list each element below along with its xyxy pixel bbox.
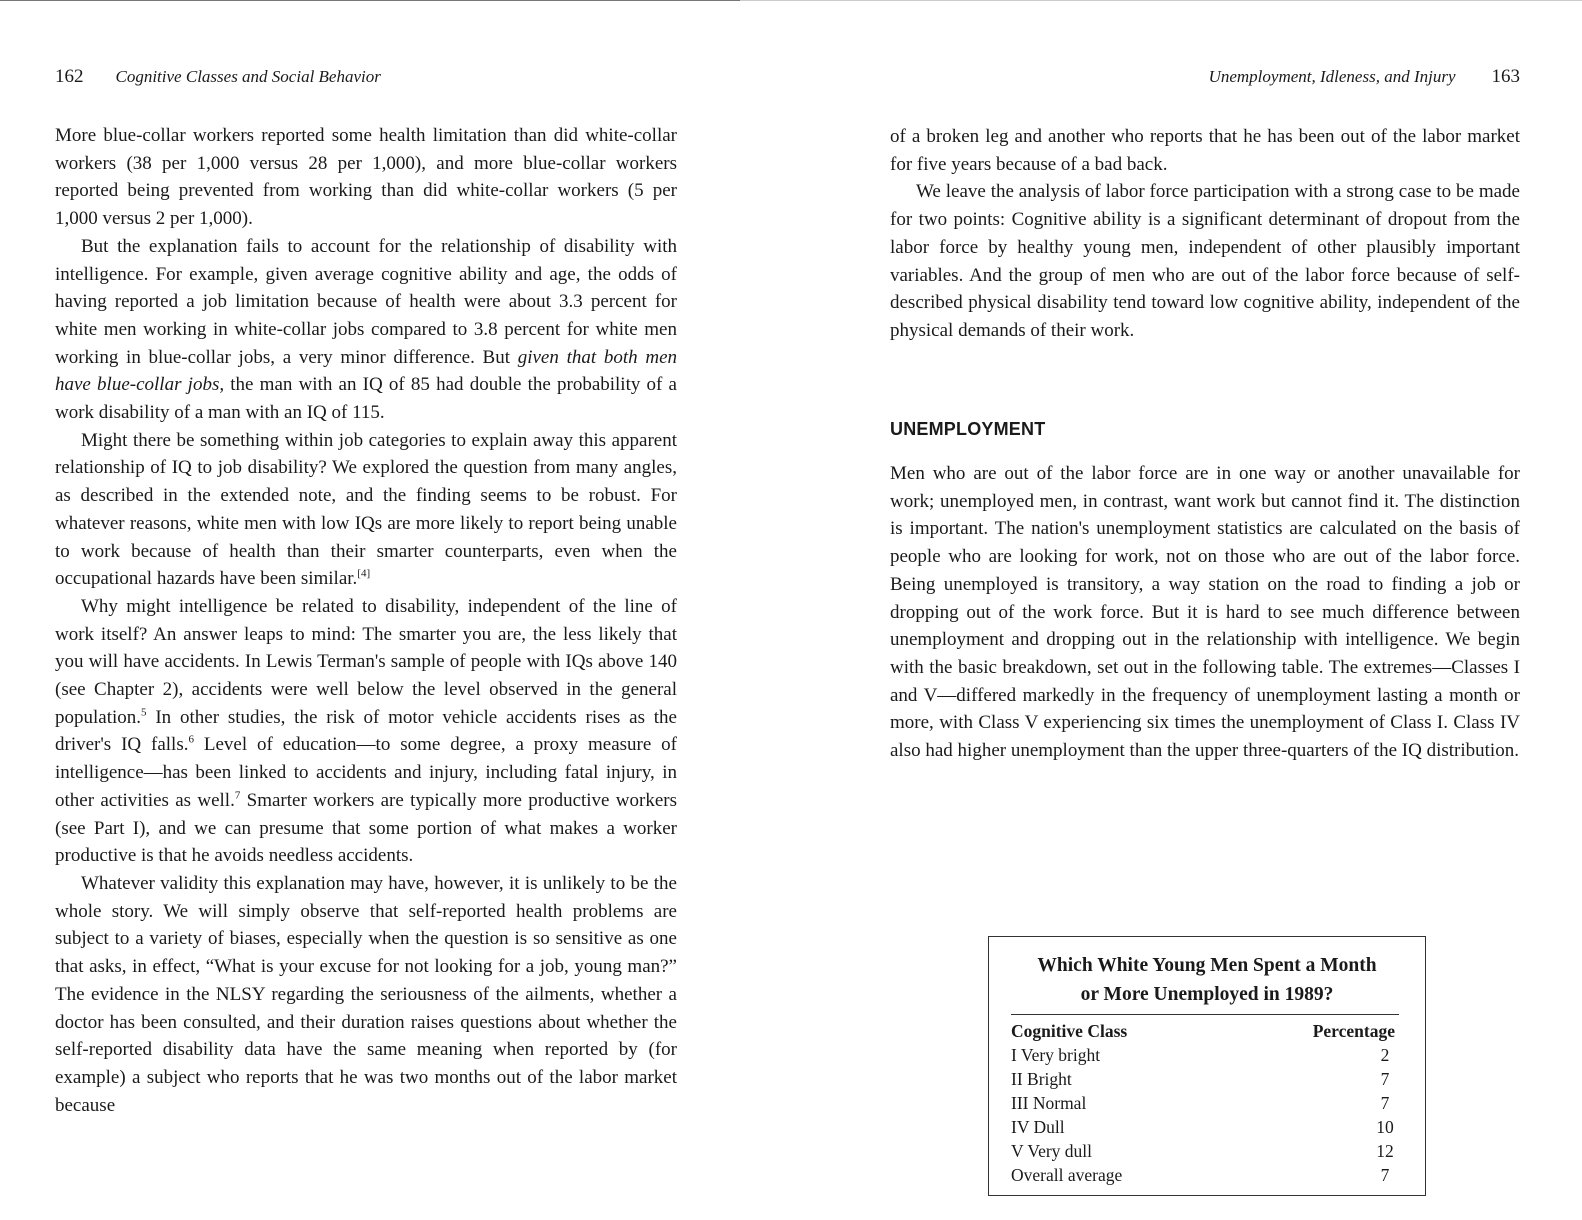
section-body-text [890,460,1520,765]
table-header [1011,1021,1395,1042]
paragraph [55,593,677,870]
text-run: Level of education—to some degree, a proxy measure of intelligence—has been linked to accidents and injury, including fatal injury, in other activities as well. [55,734,677,811]
table-cell-class: III Normal [1011,1093,1087,1113]
paragraph [55,233,677,427]
table-cell-percentage: 10 [1376,1117,1394,1137]
paragraph [890,460,1520,765]
text-run: In other studies, the risk of motor vehicle accidents rises as the driver's IQ falls. [55,706,677,756]
text-run: Whatever validity this explanation may have, however, it is unlikely to be the whole story. We will simply observe that self-reported health problems are subject to a variety of biases, especially when the question is so sensitive as one that asks, in effect, “What is your excuse for not looking for a job, young man?” The evidence in the NLSY regarding the seriousness of the ailments, whether a doctor has been consulted, and their duration raises questions about whether the self-reported disability data have the same meaning when reported by (for example) a subject who reports that he was two months out of the labor market because [55,872,677,1116]
table-row [1011,1165,1395,1186]
table-row [1011,1045,1395,1066]
footnote-marker: 7 [234,789,241,802]
footnote-marker: 5 [141,706,147,719]
table-cell-class: V Very dull [1011,1141,1093,1161]
table-row [1011,1141,1395,1162]
paragraph [890,178,1520,344]
table-cell-class: Overall average [1011,1165,1123,1185]
paragraph [890,123,1520,178]
text-run: More blue-collar workers reported some health limitation than did white-collar workers (38 per 1,000 versus 28 per 1,000), and more blue-collar workers reported being prevented from working than did white-collar workers (5 per 1,000 versus 2 per 1,000). [55,125,677,230]
left-page-number: 162 [55,66,84,87]
text-run: Men who are out of the labor force are in one way or another unavailable for work; unemployed men, in contrast, want work but cannot find it. The distinction is important. The nation's unemployment statistics are calculated on the basis of people who are looking for work, not on those who are out of the labor force. Being unemployed is transitory, a way station on the road to finding a job or dropping out of the work force. But it is hard to see much difference between unemployment and dropping out in the relationship with intelligence. We begin with the basic breakdown, set out in the following table. The extremes—Classes I and V—differed markedly in the frequency of unemployment lasting a month or more, with Class V experiencing six times the unemployment of Class I. Class IV also had higher unemployment than the upper three-quarters of the IQ distribution. [890,463,1520,762]
section-heading: UNEMPLOYMENT [890,419,1046,439]
footnote-marker: 6 [188,734,194,747]
text-run: the man with an IQ of 85 had double the probability of a work disability of a man with an IQ of 115. [55,374,677,424]
paragraph [55,122,677,233]
text-run: of a broken leg and another who reports that he has been out of the labor market for five years because of a bad back. [890,126,1520,175]
right-running-head [1209,66,1520,88]
text-run: Why might intelligence be related to disability, independent of the line of work itself? An answer leaps to mind: The smarter you are, the less likely that you will have accidents. In Lewis Terman's sample of people with IQs above 140 (see Chapter 2), accidents were well below the level observed in the general population. [55,595,677,728]
table-cell-class: II Bright [1011,1069,1072,1089]
paragraph [55,427,677,593]
right-running-title: Unemployment, Idleness, and Injury [1208,67,1456,86]
table-title [989,951,1425,1009]
table-cell-percentage: 12 [1376,1141,1394,1161]
table-rule [1011,1014,1399,1015]
table-row [1011,1069,1395,1090]
unemployment-table [988,936,1426,1196]
text-run: But the explanation fails to account for the relationship of disability with intelligence. For example, given average cognitive ability and age, the odds of having reported a job limitation because of health were about 3.3 percent for white men working in white-collar jobs compared to 3.8 percent for white men working in blue-collar jobs, a very minor difference. But [55,235,677,368]
right-page-number: 163 [1491,66,1520,87]
paragraph [55,870,677,1119]
table-row [1011,1093,1395,1114]
table-header-percentage: Percentage [1312,1021,1395,1041]
text-run: Might there be something within job categories to explain away this apparent relationship of IQ to job disability? We explored the question from many angles, as described in the extended note, and the finding seems to be robust. For whatever reasons, white men with low IQs are more likely to report being unable to work because of health than their smarter counterparts, even when the occupational hazards have been similar. [55,429,677,590]
table-title-line-1: Which White Young Men Spent a Month [1037,955,1377,976]
footnote-marker: [4] [357,567,371,580]
left-running-head [55,66,381,88]
table-cell-class: I Very bright [1011,1045,1101,1065]
text-run: Smarter workers are typically more productive workers (see Part I), and we can presume that some portion of what makes a worker productive is that he avoids needless accidents. [55,789,678,867]
table-cell-percentage: 7 [1380,1093,1390,1113]
emphasis-text: given that both men have blue-collar jobs, [55,346,678,396]
table-cell-percentage: 7 [1380,1069,1390,1089]
text-run: We leave the analysis of labor force participation with a strong case to be made for two points: Cognitive ability is a significant determinant of dropout from the labor force by healthy young men, independent of other plausibly important variables. And the group of men who are out of the labor force because of self-described physical disability tend toward low cognitive ability, independent of the physical demands of their work. [890,181,1520,341]
top-edge-shadow-right [740,0,1582,1]
top-edge-shadow-left [0,0,740,1]
table-row [1011,1117,1395,1138]
table-title-line-2: or More Unemployed in 1989? [1080,984,1334,1005]
table-cell-percentage: 7 [1380,1165,1390,1185]
right-body-text [890,123,1520,345]
left-body-text [55,122,677,1119]
left-running-title: Cognitive Classes and Social Behavior [115,67,381,86]
table-header-class: Cognitive Class [1011,1021,1128,1041]
table-cell-class: IV Dull [1011,1117,1065,1137]
table-cell-percentage: 2 [1380,1045,1390,1065]
